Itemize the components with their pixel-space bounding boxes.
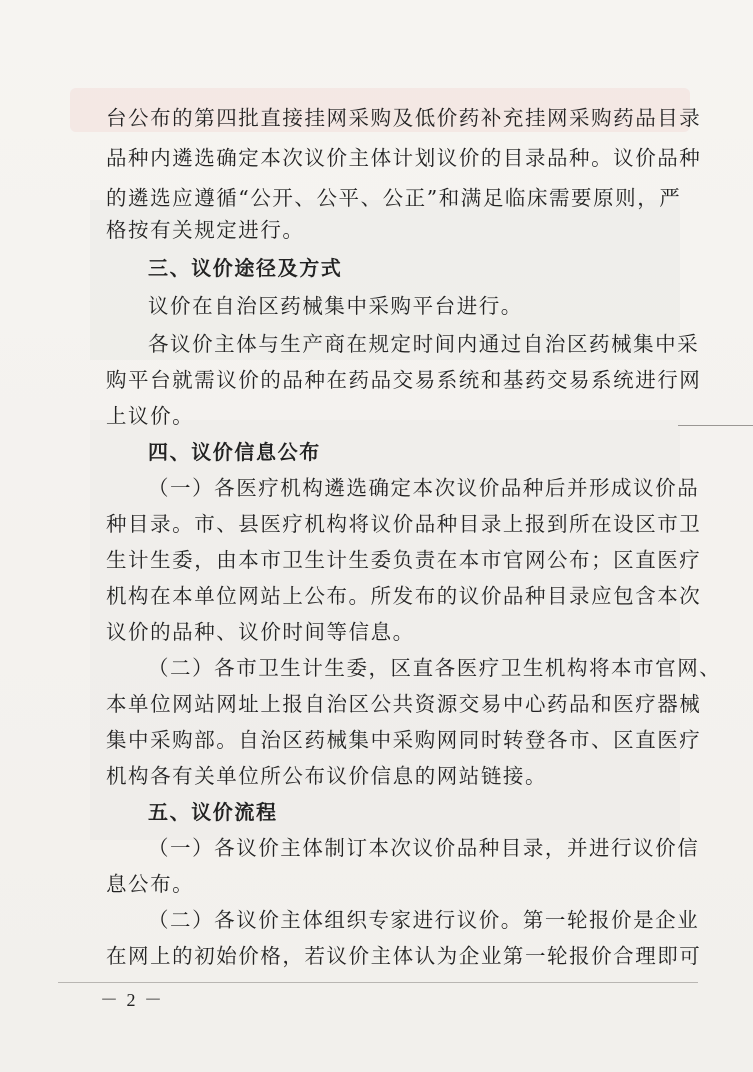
edge-mark [678,425,753,426]
body-line: 集中采购部。自治区药械集中采购网同时转登各市、区直医疗 [106,728,702,752]
page-number: － 2 － [100,990,164,1010]
body-line: 在网上的初始价格，若议价主体认为企业第一轮报价合理即可 [106,944,702,968]
body-line: 息公布。 [106,872,195,896]
body-line: 格按有关规定进行。 [106,218,305,242]
section-heading: 三、议价途径及方式 [148,256,343,280]
body-line: （二）各议价主体组织专家进行议价。第一轮报价是企业 [148,908,700,932]
body-line: 种目录。市、县医疗机构将议价品种目录上报到所在设区市卫 [106,512,702,536]
body-line: 品种内遴选确定本次议价主体计划议价的目录品种。议价品种 [106,146,702,170]
body-line: 议价在自治区药械集中采购平台进行。 [148,294,523,318]
body-line: 机构在本单位网站上公布。所发布的议价品种目录应包含本次 [106,584,702,608]
body-line: 的遴选应遵循“公开、公平、公正”和满足临床需要原则，严 [106,186,682,210]
body-line: 本单位网站网址上报自治区公共资源交易中心药品和医疗器械 [106,692,702,716]
body-line: 各议价主体与生产商在规定时间内通过自治区药械集中采 [148,332,700,356]
footer-divider [58,982,698,983]
body-line: （二）各市卫生计生委，区直各医疗卫生机构将本市官网、 [148,656,722,680]
section-heading: 四、议价信息公布 [148,440,321,464]
body-line: （一）各议价主体制订本次议价品种目录，并进行议价信 [148,836,700,860]
body-line: 台公布的第四批直接挂网采购及低价药补充挂网采购药品目录 [106,106,702,130]
body-line: 购平台就需议价的品种在药品交易系统和基药交易系统进行网 [106,368,702,392]
section-heading: 五、议价流程 [148,800,278,824]
body-line: 上议价。 [106,404,195,428]
body-line: 议价的品种、议价时间等信息。 [106,620,415,644]
body-line: （一）各医疗机构遴选确定本次议价品种后并形成议价品 [148,476,700,500]
body-line: 机构各有关单位所公布议价信息的网站链接。 [106,764,547,788]
body-line: 生计生委，由本市卫生计生委负责在本市官网公布；区直医疗 [106,548,702,572]
